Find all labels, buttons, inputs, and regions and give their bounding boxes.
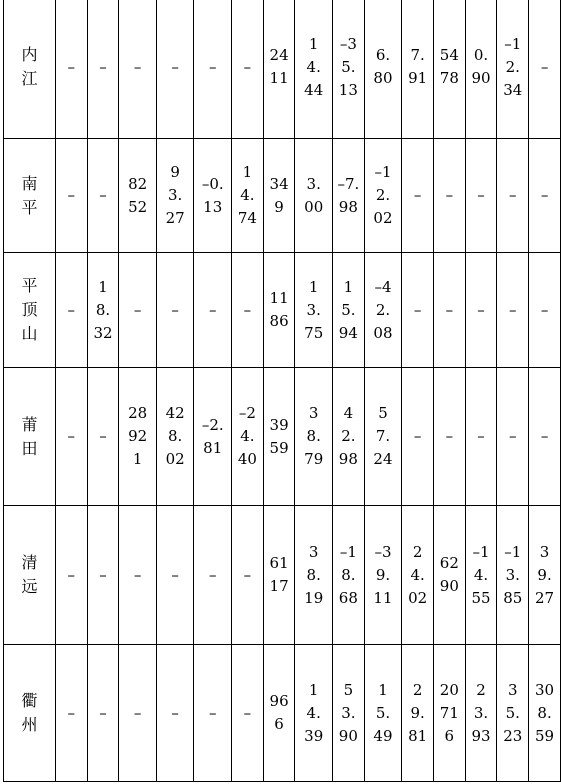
cell-value: –	[208, 565, 217, 584]
value-cell	[156, 368, 194, 506]
city-name: 平顶山	[21, 276, 38, 343]
value-cell	[465, 368, 497, 506]
value-cell	[156, 506, 194, 645]
value-cell	[332, 253, 364, 368]
value-cell	[295, 506, 333, 645]
cell-value: –	[133, 57, 142, 76]
cell-value: 6.80	[373, 46, 393, 87]
table-row	[4, 139, 561, 253]
cell-value: –	[67, 57, 76, 76]
cell-value: 8252	[128, 174, 148, 216]
value-cell	[194, 645, 232, 782]
value-cell	[87, 139, 119, 253]
cell-value: –	[67, 186, 76, 204]
value-cell	[433, 139, 465, 253]
value-cell	[55, 645, 87, 782]
cell-value: –2.81	[201, 415, 224, 457]
value-cell	[465, 0, 497, 139]
cell-value: –	[67, 427, 76, 445]
cell-value: –	[171, 703, 179, 722]
cell-value: 28921	[128, 404, 148, 468]
value-cell	[119, 368, 157, 506]
cell-value: –0.13	[201, 174, 224, 216]
cell-value: –	[509, 427, 517, 445]
cell-value: 2411	[269, 46, 289, 87]
cell-value: –	[540, 186, 549, 204]
cell-value: –18.68	[338, 542, 358, 607]
value-cell	[55, 253, 87, 368]
value-cell	[497, 0, 529, 139]
cell-value: –	[67, 703, 76, 722]
value-cell	[263, 368, 295, 506]
cell-value: 57.24	[373, 404, 393, 468]
value-cell	[497, 253, 529, 368]
value-cell	[433, 506, 465, 645]
value-cell	[465, 139, 497, 253]
cell-value: –	[208, 703, 217, 722]
cell-value: 0.90	[471, 46, 491, 87]
cell-value: –12.02	[373, 163, 393, 227]
value-cell	[465, 253, 497, 368]
value-cell	[232, 0, 264, 139]
value-cell	[364, 368, 402, 506]
cell-value: –	[509, 300, 517, 319]
cell-value: 1186	[269, 289, 289, 330]
table-row	[4, 253, 561, 368]
cell-value: –	[99, 565, 107, 584]
value-cell	[156, 0, 194, 139]
value-cell	[497, 506, 529, 645]
value-cell	[402, 506, 434, 645]
cell-value: –	[133, 565, 142, 584]
value-cell	[87, 0, 119, 139]
cell-value: 20716	[439, 680, 459, 745]
cell-value: 39.27	[535, 542, 555, 607]
cell-value: –	[445, 186, 454, 204]
value-cell	[332, 139, 364, 253]
value-cell	[119, 253, 157, 368]
value-cell	[465, 506, 497, 645]
table-row	[4, 368, 561, 506]
value-cell	[263, 645, 295, 782]
value-cell	[295, 139, 333, 253]
cell-value: –13.85	[503, 542, 523, 607]
cell-value: –42.08	[373, 277, 393, 342]
cell-value: 15.49	[373, 680, 393, 745]
cell-value: –7.98	[337, 174, 360, 216]
data-table	[3, 0, 561, 782]
cell-value: 15.94	[338, 277, 358, 342]
value-cell	[156, 139, 194, 253]
cell-value: 6290	[439, 554, 459, 595]
cell-value: –	[540, 300, 549, 319]
value-cell	[232, 645, 264, 782]
cell-value: 14.74	[237, 163, 257, 227]
value-cell	[87, 645, 119, 782]
table-row	[4, 645, 561, 782]
value-cell	[332, 506, 364, 645]
cell-value: –	[477, 427, 485, 445]
value-cell	[433, 253, 465, 368]
cell-value: –	[540, 57, 549, 76]
city-cell	[4, 0, 56, 139]
value-cell	[263, 253, 295, 368]
cell-value: 93.27	[165, 163, 185, 227]
value-cell	[497, 139, 529, 253]
cell-value: 38.19	[304, 542, 324, 607]
cell-value: 13.75	[304, 277, 324, 342]
value-cell	[433, 0, 465, 139]
value-cell	[332, 645, 364, 782]
value-cell	[263, 506, 295, 645]
cell-value: –	[413, 186, 422, 204]
city-cell	[4, 645, 56, 782]
cell-value: –	[243, 300, 252, 319]
cell-value: 38.79	[304, 404, 324, 468]
cell-value: –	[99, 703, 107, 722]
table-row	[4, 0, 561, 139]
value-cell	[364, 506, 402, 645]
value-cell	[529, 0, 561, 139]
value-cell	[465, 645, 497, 782]
cell-value: –	[133, 703, 142, 722]
value-cell	[232, 506, 264, 645]
cell-value: 6117	[269, 554, 289, 595]
cell-value: –	[413, 427, 422, 445]
value-cell	[529, 253, 561, 368]
cell-value: 35.23	[503, 680, 523, 745]
cell-value: 308.59	[535, 680, 555, 745]
value-cell	[119, 645, 157, 782]
cell-value: 23.93	[471, 680, 491, 745]
cell-value: –	[171, 57, 179, 76]
city-name: 南平	[21, 173, 38, 217]
cell-value: –35.13	[338, 34, 358, 99]
cell-value: –	[133, 300, 142, 319]
cell-value: –	[171, 300, 179, 319]
cell-value: –	[477, 186, 485, 204]
value-cell	[364, 139, 402, 253]
cell-value: 5478	[439, 46, 459, 87]
value-cell	[295, 0, 333, 139]
cell-value: 53.90	[338, 680, 358, 745]
city-cell	[4, 139, 56, 253]
value-cell	[55, 368, 87, 506]
value-cell	[433, 368, 465, 506]
value-cell	[529, 645, 561, 782]
cell-value: 24.02	[408, 542, 428, 607]
cell-value: 14.44	[304, 34, 324, 99]
value-cell	[232, 253, 264, 368]
value-cell	[55, 506, 87, 645]
cell-value: –24.40	[237, 404, 257, 468]
cell-value: –	[99, 427, 107, 445]
cell-value: –	[413, 300, 422, 319]
value-cell	[295, 645, 333, 782]
value-cell	[119, 139, 157, 253]
value-cell	[87, 253, 119, 368]
value-cell	[364, 645, 402, 782]
value-cell	[402, 0, 434, 139]
cell-value: –	[67, 565, 76, 584]
table-body	[4, 0, 561, 782]
value-cell	[119, 0, 157, 139]
value-cell	[263, 139, 295, 253]
cell-value: –14.55	[471, 542, 491, 607]
city-name: 莆田	[21, 414, 38, 458]
cell-value: 349	[269, 174, 289, 216]
table-row	[4, 506, 561, 645]
cell-value: –	[477, 300, 485, 319]
value-cell	[295, 368, 333, 506]
value-cell	[529, 506, 561, 645]
value-cell	[87, 368, 119, 506]
value-cell	[433, 645, 465, 782]
cell-value: –	[243, 57, 252, 76]
city-name: 清远	[21, 553, 38, 596]
value-cell	[497, 645, 529, 782]
value-cell	[402, 645, 434, 782]
value-cell	[194, 368, 232, 506]
cell-value: –	[99, 186, 107, 204]
value-cell	[194, 253, 232, 368]
cell-value: 29.81	[408, 680, 428, 745]
cell-value: –	[540, 427, 549, 445]
value-cell	[402, 368, 434, 506]
value-cell	[402, 139, 434, 253]
city-cell	[4, 368, 56, 506]
value-cell	[194, 506, 232, 645]
value-cell	[497, 368, 529, 506]
value-cell	[364, 253, 402, 368]
cell-value: 42.98	[338, 404, 358, 468]
value-cell	[529, 368, 561, 506]
cell-value: 3959	[269, 415, 289, 457]
value-cell	[55, 0, 87, 139]
value-cell	[332, 368, 364, 506]
value-cell	[194, 139, 232, 253]
value-cell	[156, 645, 194, 782]
value-cell	[263, 0, 295, 139]
cell-value: –	[208, 57, 217, 76]
city-cell	[4, 253, 56, 368]
value-cell	[529, 139, 561, 253]
cell-value: 3.00	[304, 174, 324, 216]
cell-value: 428.02	[165, 404, 185, 468]
cell-value: 966	[269, 692, 289, 733]
value-cell	[232, 368, 264, 506]
value-cell	[55, 139, 87, 253]
city-cell	[4, 506, 56, 645]
value-cell	[232, 139, 264, 253]
cell-value: 18.32	[93, 277, 113, 342]
value-cell	[119, 506, 157, 645]
value-cell	[364, 0, 402, 139]
cell-value: –	[445, 300, 454, 319]
value-cell	[87, 506, 119, 645]
cell-value: –39.11	[373, 542, 393, 607]
cell-value: –	[99, 57, 107, 76]
cell-value: –	[243, 703, 252, 722]
cell-value: –	[509, 186, 517, 204]
cell-value: 14.39	[304, 680, 324, 745]
value-cell	[156, 253, 194, 368]
cell-value: –	[208, 300, 217, 319]
city-name: 衢州	[21, 691, 38, 734]
value-cell	[295, 253, 333, 368]
city-name: 内江	[21, 45, 38, 88]
cell-value: –	[445, 427, 454, 445]
cell-value: –	[243, 565, 252, 584]
value-cell	[194, 0, 232, 139]
cell-value: –	[171, 565, 179, 584]
cell-value: 7.91	[408, 46, 428, 87]
value-cell	[402, 253, 434, 368]
cell-value: –	[67, 300, 76, 319]
cell-value: –12.34	[503, 34, 523, 99]
value-cell	[332, 0, 364, 139]
